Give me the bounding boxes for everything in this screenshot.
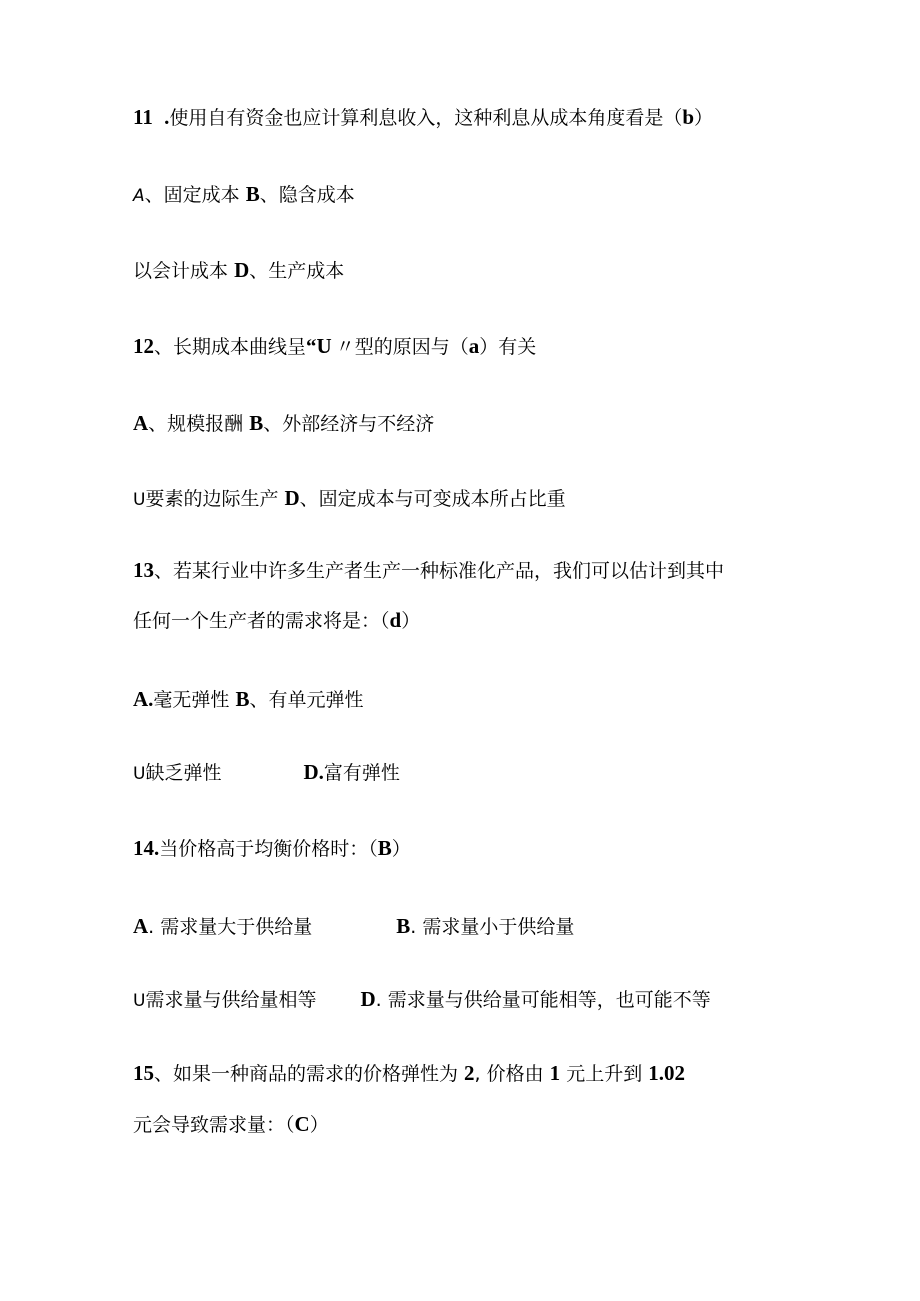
- option-b-letter: B: [396, 914, 411, 938]
- question-13-options-cd: U缺乏弹性 D.富有弹性: [133, 760, 400, 784]
- answer: B: [377, 836, 392, 860]
- question-11-options-ab: A、固定成本 B、隐含成本: [133, 182, 355, 206]
- question-15-stem-line-2: 元会导致需求量：（C）: [133, 1112, 329, 1136]
- question-12-stem: 12、长期成本曲线呈“U 〃型的原因与（a）有关: [133, 334, 537, 358]
- answer: b: [682, 105, 695, 129]
- option-c-letter: 以: [133, 260, 153, 282]
- option-a-letter: A: [133, 186, 145, 206]
- option-d-letter: D: [234, 258, 250, 282]
- question-14-options-ab: A. 需求量大于供给量 B. 需求量小于供给量: [133, 914, 575, 938]
- question-number: 12: [133, 334, 154, 358]
- option-a-letter: A.: [133, 687, 154, 711]
- option-a-letter: A: [133, 914, 149, 938]
- answer: d: [389, 608, 402, 632]
- question-11-options-cd: 以会计成本 D、生产成本: [133, 258, 345, 282]
- answer: C: [294, 1112, 310, 1136]
- option-d-letter: D: [360, 987, 376, 1011]
- question-number: 13: [133, 558, 154, 582]
- question-14-options-cd: U需求量与供给量相等 D. 需求量与供给量可能相等，也可能不等: [133, 987, 711, 1011]
- question-15-stem-line-1: 15、如果一种商品的需求的价格弹性为 2, 价格由 1 元上升到 1.02: [133, 1061, 686, 1085]
- option-c-letter: U: [133, 490, 146, 510]
- option-b-letter: B: [245, 182, 260, 206]
- answer: a: [468, 334, 480, 358]
- question-12-options-ab: A、规模报酬 B、外部经济与不经济: [133, 411, 435, 435]
- option-a-letter: A: [133, 411, 149, 435]
- question-13-stem-line-2: 任何一个生产者的需求将是：（d）: [133, 608, 421, 632]
- option-c-letter: U: [133, 991, 146, 1011]
- question-number: 11: [133, 105, 153, 129]
- question-13-stem-line-1: 13、若某行业中许多生产者生产一种标准化产品，我们可以估计到其中: [133, 558, 725, 582]
- question-12-options-cd: U要素的边际生产 D、固定成本与可变成本所占比重: [133, 486, 566, 510]
- option-d-letter: D: [284, 486, 300, 510]
- question-14-stem: 14.当价格高于均衡价格时：（B）: [133, 836, 411, 860]
- question-text: 使用自有资金也应计算利息收入，这种利息从成本角度看是（: [169, 107, 683, 129]
- option-b-letter: B: [249, 411, 264, 435]
- question-11-stem: 11 .使用自有资金也应计算利息收入，这种利息从成本角度看是（b）: [133, 105, 714, 129]
- question-13-options-ab: A.毫无弹性 B、有单元弹性: [133, 687, 364, 711]
- question-number: 14.: [133, 836, 160, 860]
- option-c-letter: U: [133, 764, 146, 784]
- option-d-letter: D.: [303, 760, 324, 784]
- question-number: 15: [133, 1061, 154, 1085]
- option-b-letter: B: [235, 687, 250, 711]
